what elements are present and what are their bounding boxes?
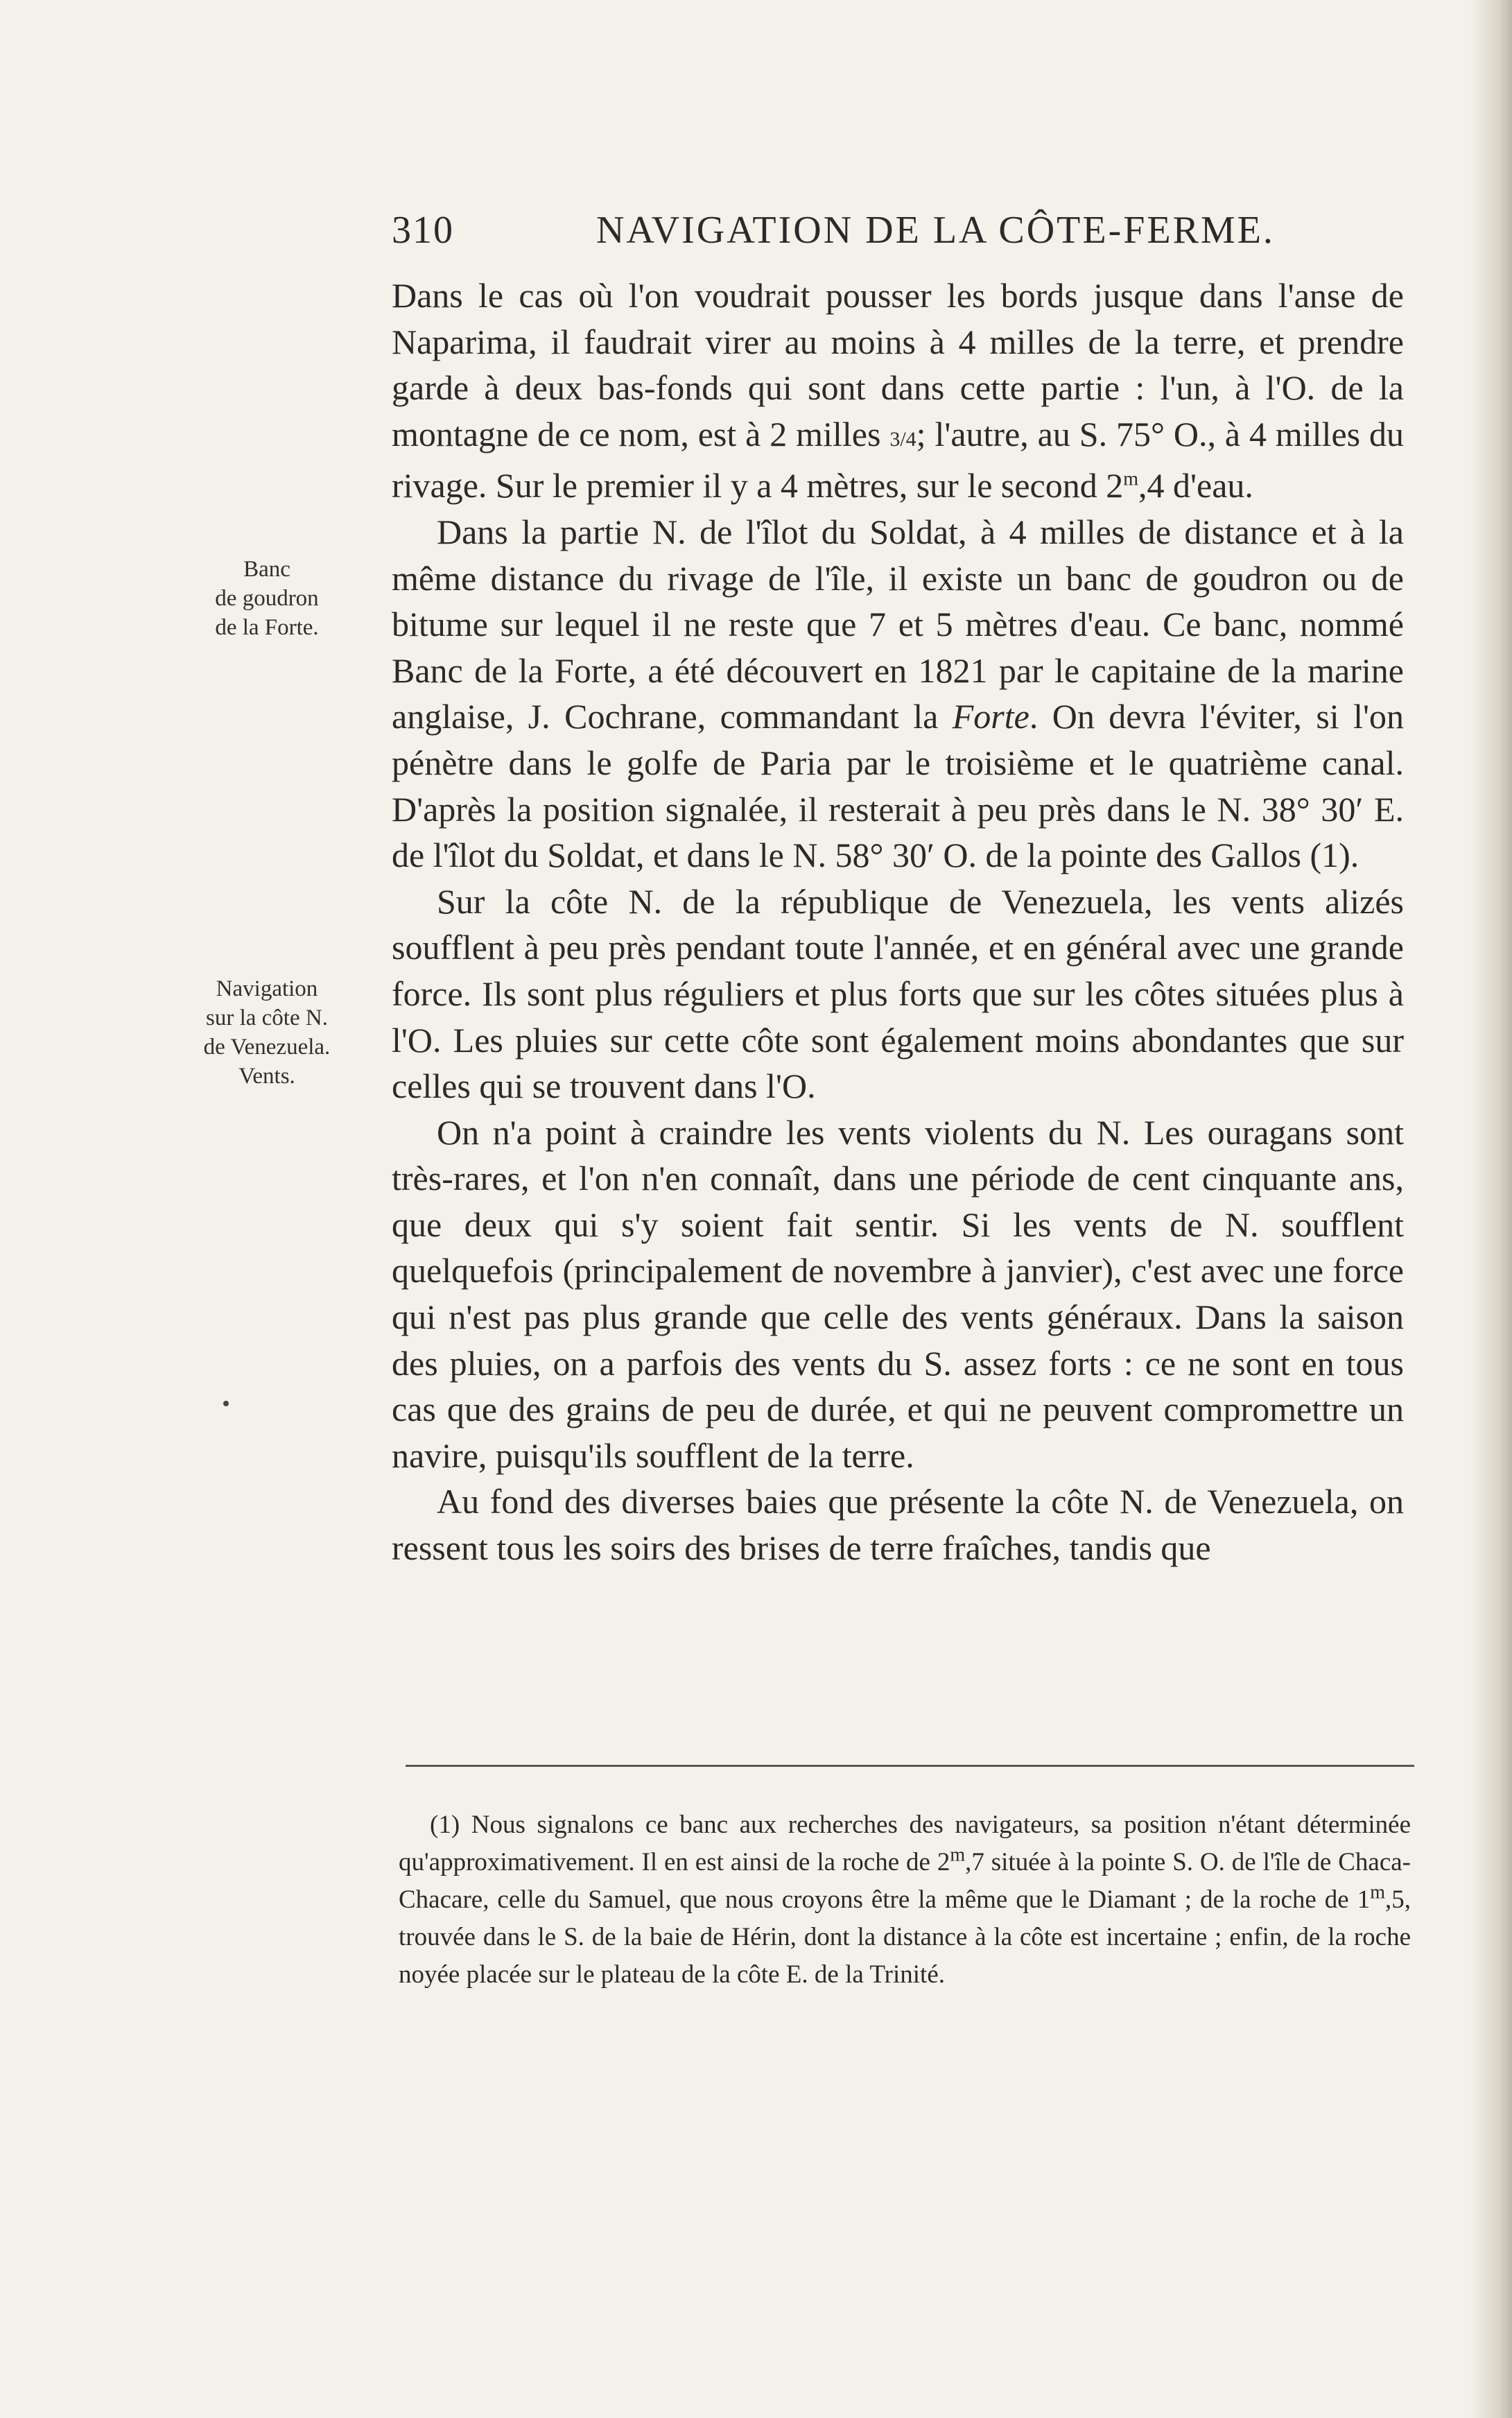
paragraph [392, 273, 1404, 509]
margin-note-line: de Venezuela. [203, 1035, 331, 1060]
superscript: m [1370, 1881, 1385, 1903]
text-run: ; l'autre, au S. 75° O., à 4 milles du rivage. Sur le premier il y a 4 mètres, sur le second 2 [392, 414, 1405, 506]
text-run: Dans la partie N. de l'îlot du Soldat, à 4 milles de distance et à la même distance du rivage de l'île, il existe un banc de goudron ou de bitume sur lequel il ne reste que 7 et 5 mètres d'eau. Ce banc, nommé Banc de la Forte, a été découvert en 1821 par le capitaine de la marine anglaise, J. Cochrane, commandant la [392, 512, 1404, 736]
main-text [392, 273, 1404, 1571]
margin-note-line: sur la côte N. [206, 1005, 328, 1030]
text-run: ,4 d'eau. [1138, 466, 1253, 506]
footnote-separator [406, 1765, 1414, 1767]
page-header [392, 208, 1404, 264]
page-number: 310 [392, 209, 454, 252]
margin-note-navigation [177, 974, 357, 1091]
footnote-paragraph [399, 1806, 1411, 1994]
text-run: ,5, trouvée dans le S. de la baie de Hérin, dont la distance à la côte est incertaine ; enfin, de la roche noyée placée sur le plateau de la côte E. de la Trinité. [399, 1885, 1411, 1989]
text-run: . On devra l'éviter, si l'on pénètre dans le golfe de Paria par le troisième et le quatrième canal. D'après la position signalée, il resterait à peu près dans le N. 38° 30′ E. de l'îlot du Soldat, et dans le N. 58° 30′ O. de la pointe des Gallos (1). [392, 697, 1404, 875]
footnote [399, 1806, 1411, 1994]
margin-note-banc [177, 555, 357, 642]
text-run: Dans le cas où l'on voudrait pousser les bords jusque dans l'anse de Naparima, il faudrait virer au moins à 4 milles de la terre, et prendre garde à deux bas-fonds qui sont dans cette partie : l'un, à l'O. de la montagne de ce nom, est à 2 milles [392, 276, 1404, 454]
margin-note-line: Navigation [216, 976, 318, 1001]
ship-name: Forte [952, 697, 1029, 736]
superscript: m [1123, 468, 1139, 490]
page-edge-shadow [1470, 0, 1512, 2418]
margin-note-line: de goudron [215, 586, 319, 611]
fraction: 3/4 [889, 427, 916, 451]
margin-note-line: Banc [243, 557, 290, 582]
margin-note-line: de la Forte. [215, 615, 319, 640]
superscript: m [950, 1844, 966, 1866]
paragraph: On n'a point à craindre les vents violents du N. Les ouragans sont très-rares, et l'on n'en connaît, dans une période de cent cinquante ans, que deux qui s'y soient fait sentir. Si les vents de N. soufflent quelquefois (principalement de novembre à janvier), c'est avec une force qui n'est pas plus grande que celle des vents généraux. Dans la saison des pluies, on a parfois des vents du S. assez forts : ce ne sont en tous cas que des grains de peu de durée, et qui ne peuvent compromettre un navire, puisqu'ils soufflent de la terre. [392, 1112, 1404, 1475]
paragraph [392, 509, 1404, 879]
text-run: ,7 située à la pointe S. O. de l'île de Chaca-Chacare, celle du Samuel, que nous croyons être la même que le Diamant ; de la roche de 1 [399, 1848, 1411, 1914]
ink-speck [223, 1401, 229, 1406]
margin-note-line: Vents. [238, 1064, 295, 1089]
paragraph: Au fond des diverses baies que présente la côte N. de Venezuela, on ressent tous les soirs des brises de terre fraîches, tandis que [392, 1482, 1404, 1568]
text-run: (1) Nous signalons ce banc aux recherches des navigateurs, sa position n'étant déterminée qu'approximativement. Il en est ainsi de la roche de 2 [399, 1811, 1411, 1876]
paragraph: Sur la côte N. de la république de Venezuela, les vents alizés soufflent à peu près pendant toute l'année, et en général avec une grande force. Ils sont plus réguliers et plus forts que sur les côtes situées plus à l'O. Les pluies sur cette côte sont également moins abondantes que sur celles qui se trouvent dans l'O. [392, 881, 1404, 1106]
running-title: NAVIGATION DE LA CÔTE-FERME. [596, 209, 1275, 252]
